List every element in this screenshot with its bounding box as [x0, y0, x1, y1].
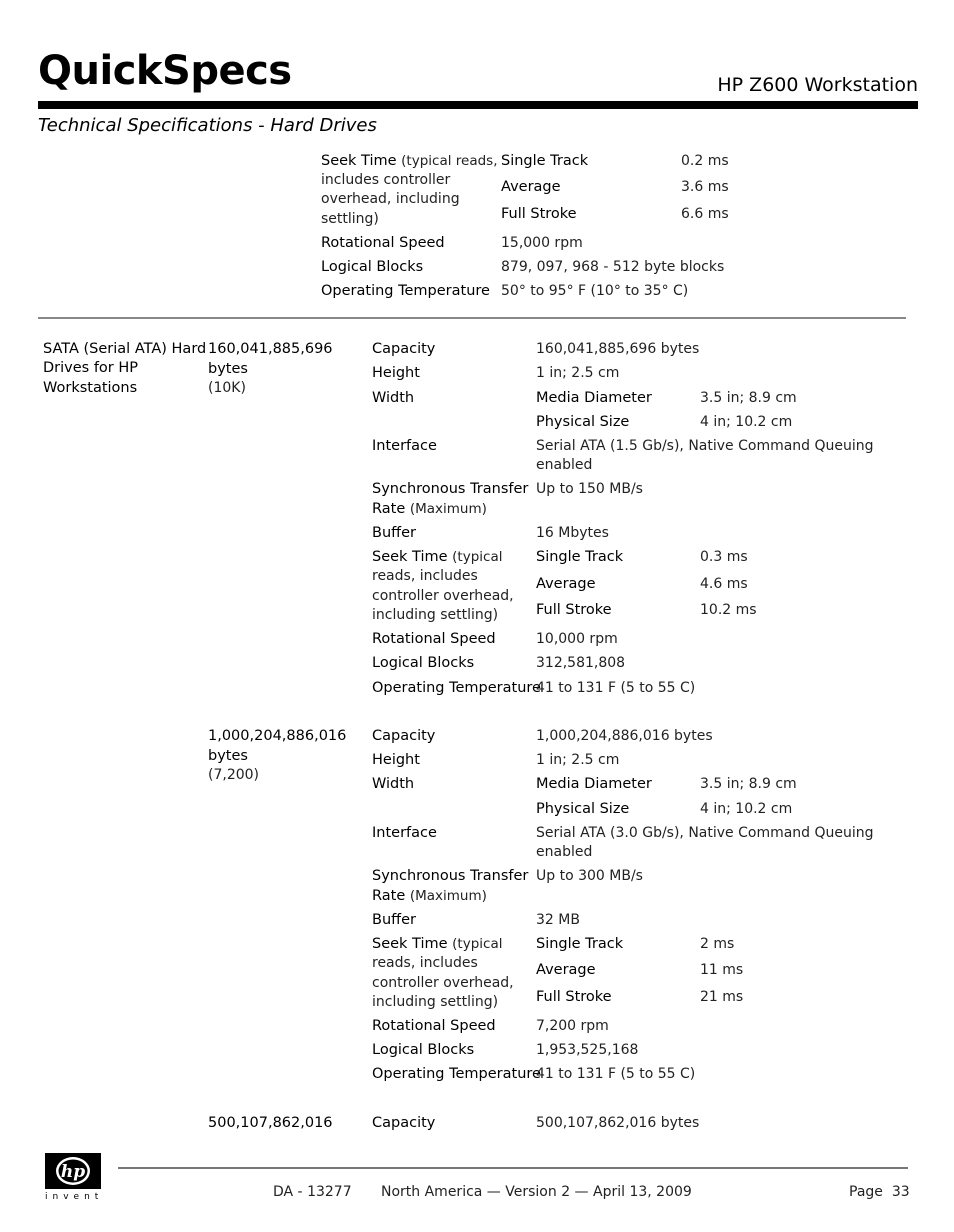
seek-row-value: 4.6 ms: [700, 576, 748, 592]
spec-value: Serial ATA (1.5 Gb/s), Native Command Queuing: [536, 438, 874, 454]
spec-value: 500,107,862,016 bytes: [536, 1115, 700, 1131]
spec-value: 312,581,808: [536, 655, 626, 671]
spec-value: Up to 300 MB/s: [536, 868, 643, 884]
seek-row-value: 10.2 ms: [700, 602, 757, 618]
seek-note: including settling): [372, 994, 499, 1010]
seek-row-value: 0.2 ms: [681, 153, 729, 169]
spec-value: 1,953,525,168: [536, 1042, 639, 1058]
spec-value: Serial ATA (3.0 Gb/s), Native Command Queuing: [536, 825, 874, 841]
page-number: Page 33: [849, 1184, 910, 1200]
seek-row-label: Single Track: [536, 936, 624, 952]
seek-row-label: Full Stroke: [501, 206, 577, 222]
spec-label: Operating Temperature: [321, 283, 490, 299]
spec-value: 50° to 95° F (10° to 35° C): [501, 283, 689, 299]
spec-label: Height: [372, 752, 420, 768]
spec-label: Rotational Speed: [372, 631, 496, 647]
header-rule: [38, 101, 918, 109]
spec-label: Capacity: [372, 1115, 436, 1131]
spec-value: 879, 097, 968 - 512 byte blocks: [501, 259, 725, 275]
seek-row-label: Full Stroke: [536, 989, 612, 1005]
spec-value: 160,041,885,696 bytes: [536, 341, 700, 357]
seek-row-label: Single Track: [536, 549, 624, 565]
sub-value: 4 in; 10.2 cm: [700, 414, 793, 430]
spec-label: Logical Blocks: [372, 655, 475, 671]
seek-row-label: Average: [536, 576, 596, 592]
spec-label: Capacity: [372, 341, 436, 357]
section-title: Technical Specifications - Hard Drives: [38, 115, 377, 136]
spec-value: 10,000 rpm: [536, 631, 618, 647]
spec-value: 1 in; 2.5 cm: [536, 365, 620, 381]
seek-row-value: 11 ms: [700, 962, 744, 978]
spec-value: 15,000 rpm: [501, 235, 583, 251]
spec-label: Interface: [372, 825, 437, 841]
drive-speed: (7,200): [208, 767, 260, 783]
spec-label: Logical Blocks: [321, 259, 424, 275]
seek-row-value: 3.6 ms: [681, 179, 729, 195]
sub-label: Physical Size: [536, 801, 630, 817]
sub-label: Media Diameter: [536, 776, 652, 792]
spec-label: Height: [372, 365, 420, 381]
spec-label: Synchronous Transfer: [372, 868, 529, 884]
spec-value: 1,000,204,886,016 bytes: [536, 728, 713, 744]
spec-value: 32 MB: [536, 912, 580, 928]
seek-label: Seek Time (typical: [372, 549, 503, 565]
seek-row-value: 2 ms: [700, 936, 735, 952]
category-label: Workstations: [43, 380, 138, 396]
seek-row-value: 6.6 ms: [681, 206, 729, 222]
spec-value: enabled: [536, 457, 593, 473]
spec-label: Rotational Speed: [321, 235, 445, 251]
spec-value: enabled: [536, 844, 593, 860]
sub-value: 3.5 in; 8.9 cm: [700, 776, 797, 792]
invent-tagline: invent: [45, 1192, 104, 1202]
seek-row-value: 21 ms: [700, 989, 744, 1005]
seek-note: includes controller: [321, 172, 451, 188]
spec-label: Width: [372, 776, 415, 792]
spec-label: Logical Blocks: [372, 1042, 475, 1058]
version-info: North America — Version 2 — April 13, 2009: [381, 1184, 692, 1200]
section-divider: [38, 317, 906, 319]
footer-rule: [118, 1167, 908, 1169]
spec-value: 41 to 131 F (5 to 55 C): [536, 680, 696, 696]
sub-label: Physical Size: [536, 414, 630, 430]
spec-value: Up to 150 MB/s: [536, 481, 643, 497]
svg-text:hp: hp: [60, 1162, 86, 1182]
seek-note: controller overhead,: [372, 975, 514, 991]
spec-label: Rate (Maximum): [372, 501, 487, 517]
seek-note: including settling): [372, 607, 499, 623]
seek-row-label: Average: [501, 179, 561, 195]
seek-row-label: Average: [536, 962, 596, 978]
seek-label: Seek Time (typical reads,: [321, 153, 498, 169]
sub-value: 3.5 in; 8.9 cm: [700, 390, 797, 406]
brand-title: QuickSpecs: [38, 48, 292, 94]
spec-value: 16 Mbytes: [536, 525, 609, 541]
sub-label: Media Diameter: [536, 390, 652, 406]
drive-speed: (10K): [208, 380, 246, 396]
drive-name: 500,107,862,016: [208, 1115, 333, 1131]
sub-value: 4 in; 10.2 cm: [700, 801, 793, 817]
seek-row-label: Full Stroke: [536, 602, 612, 618]
doc-number: DA - 13277: [273, 1184, 352, 1200]
seek-note: overhead, including: [321, 191, 460, 207]
spec-label: Operating Temperature: [372, 680, 541, 696]
seek-row-label: Single Track: [501, 153, 589, 169]
spec-label: Rotational Speed: [372, 1018, 496, 1034]
drive-name: bytes: [208, 748, 248, 764]
seek-note: reads, includes: [372, 568, 478, 584]
category-label: SATA (Serial ATA) Hard: [43, 341, 207, 357]
product-name: HP Z600 Workstation: [717, 74, 918, 96]
drive-name: bytes: [208, 361, 248, 377]
spec-label: Capacity: [372, 728, 436, 744]
drive-name: 160,041,885,696: [208, 341, 333, 357]
spec-label: Buffer: [372, 912, 417, 928]
category-label: Drives for HP: [43, 360, 139, 376]
spec-label: Width: [372, 390, 415, 406]
seek-note: settling): [321, 211, 379, 227]
drive-name: 1,000,204,886,016: [208, 728, 347, 744]
spec-label: Rate (Maximum): [372, 888, 487, 904]
hp-logo: [45, 1153, 101, 1189]
spec-label: Synchronous Transfer: [372, 481, 529, 497]
seek-note: controller overhead,: [372, 588, 514, 604]
seek-label: Seek Time (typical: [372, 936, 503, 952]
seek-note: reads, includes: [372, 955, 478, 971]
spec-value: 7,200 rpm: [536, 1018, 609, 1034]
spec-value: 1 in; 2.5 cm: [536, 752, 620, 768]
seek-row-value: 0.3 ms: [700, 549, 748, 565]
spec-label: Buffer: [372, 525, 417, 541]
spec-value: 41 to 131 F (5 to 55 C): [536, 1066, 696, 1082]
spec-label: Interface: [372, 438, 437, 454]
spec-label: Operating Temperature: [372, 1066, 541, 1082]
